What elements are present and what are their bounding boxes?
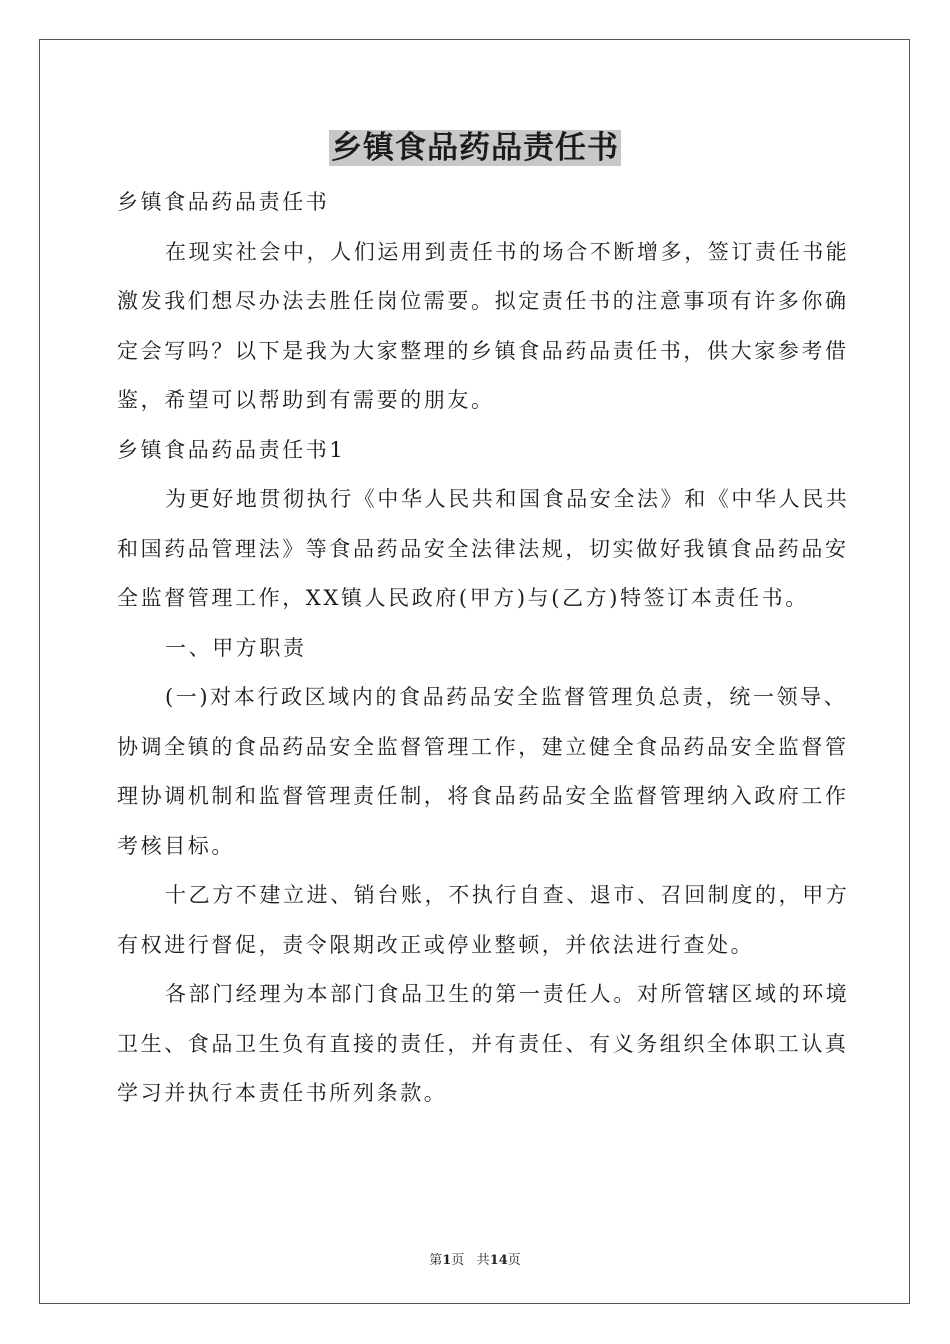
paragraph: 乡镇食品药品责任书1 bbox=[117, 437, 346, 462]
document-title-text: 乡镇食品药品责任书 bbox=[331, 130, 619, 166]
total-pages: 14 bbox=[489, 1253, 508, 1268]
paragraph: (一)对本行政区域内的食品药品安全监督管理负总责，统一领导、协调全镇的食品药品安全监督管理工作，建立健全食品药品安全监督管理协调机制和监督管理责任制，将食品药品安全监督管理纳入政府工作考核目标。 bbox=[117, 685, 849, 858]
page-footer bbox=[0, 1249, 950, 1268]
paragraph: 在现实社会中，人们运用到责任书的场合不断增多，签订责任书能激发我们想尽办法去胜任岗位需要。拟定责任书的注意事项有许多你确定会写吗？以下是我为大家整理的乡镇食品药品责任书，供大家参考借鉴，希望可以帮助到有需要的朋友。 bbox=[117, 239, 850, 412]
paragraph: 各部门经理为本部门食品卫生的第一责任人。对所管辖区域的环境卫生、食品卫生负有直接的责任，并有责任、有义务组织全体职工认真学习并执行本责任书所列条款。 bbox=[117, 982, 850, 1105]
document-title bbox=[0, 128, 950, 168]
paragraph: 乡镇食品药品责任书 bbox=[117, 190, 330, 214]
total-suffix: 页 bbox=[507, 1253, 521, 1268]
paragraph: 十乙方不建立进、销台账，不执行自查、退市、召回制度的，甲方有权进行督促，责令限期改正或停业整顿，并依法进行查处。 bbox=[117, 883, 850, 957]
paragraph: 一、甲方职责 bbox=[165, 635, 307, 660]
page-number: 1 bbox=[442, 1253, 452, 1268]
document-body bbox=[117, 178, 857, 1119]
paragraph: 为更好地贯彻执行《中华人民共和国食品安全法》和《中华人民共和国药品管理法》等食品药品安全法律法规，切实做好我镇食品药品安全监督管理工作，XX镇人民政府(甲方)与(乙方)特签订本责任书。 bbox=[117, 487, 850, 610]
total-prefix: 共 bbox=[476, 1253, 490, 1268]
page-suffix: 页 bbox=[451, 1253, 465, 1268]
page-prefix: 第 bbox=[429, 1253, 443, 1268]
